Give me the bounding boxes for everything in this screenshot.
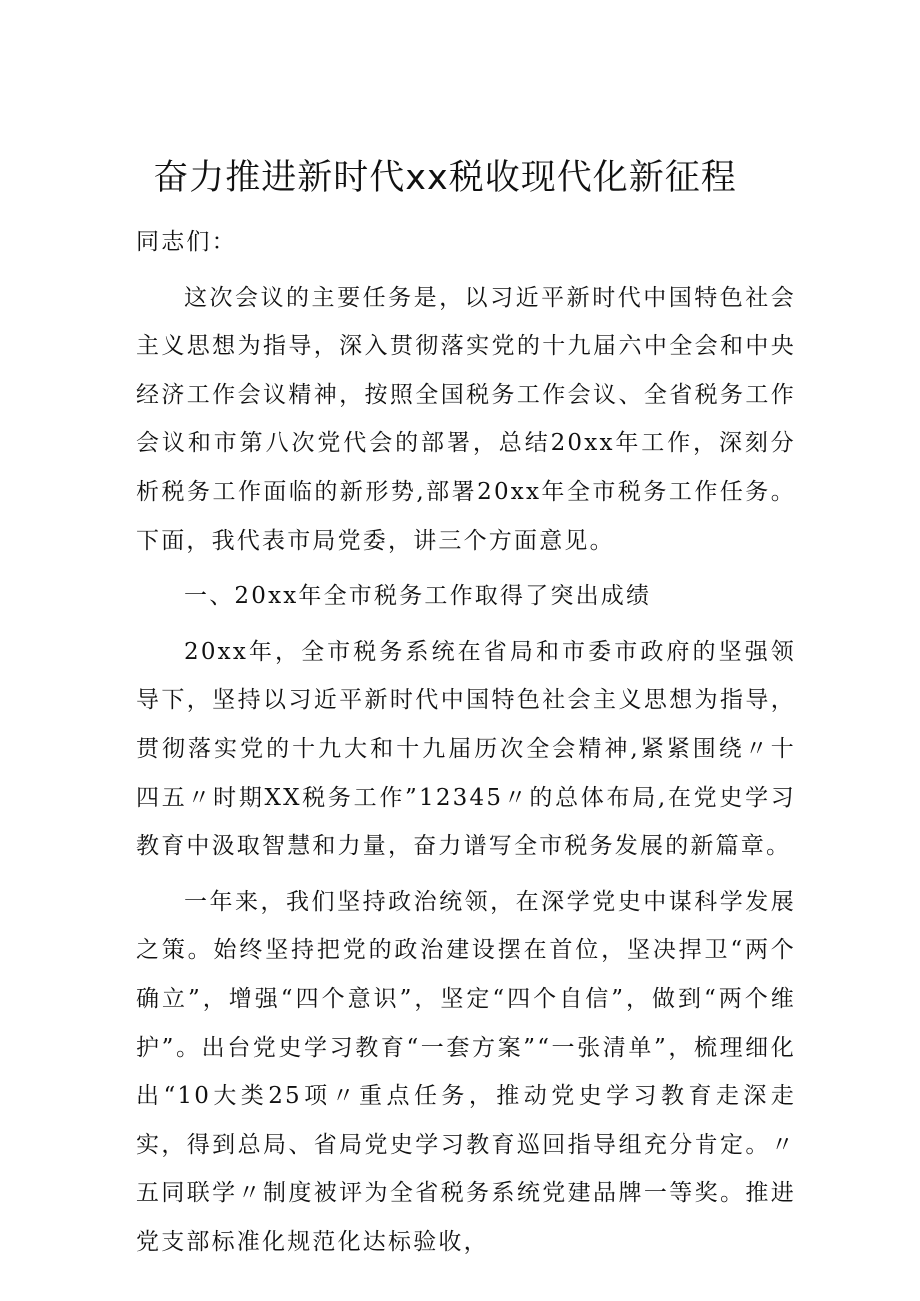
- paragraph-achievements: 20xx年，全市税务系统在省局和市委市政府的坚强领导下，坚持以习近平新时代中国特色社会主义思想为指导，贯彻落实党的十九大和十九届历次全会精神,紧紧围绕〃十四五〃时期XX税务工作”12345〃的总体布局,在党史学习教育中汲取智慧和力量，奋力谱写全市税务发展的新篇章。: [136, 638, 796, 860]
- document-title: [0, 148, 920, 208]
- document-title-text: 奋力推进新时代xx税收现代化新征程: [153, 158, 737, 198]
- paragraph-political-leadership: 一年来，我们坚持政治统领，在深学党史中谋科学发展之策。始终坚持把党的政治建设摆在首位，坚决捍卫“两个确立”，增强“四个意识”，坚定“四个自信”，做到“两个维护”。出台党史学习教育“一套方案”“一张清单”，梳理细化出“10大类25项〃重点任务，推动党史学习教育走深走实，得到总局、省局党史学习教育巡回指导组充分肯定。〃五同联学〃制度被评为全省税务系统党建品牌一等奖。推进党支部标准化规范化达标验收，: [136, 888, 796, 1255]
- section-heading-1: 一、20xx年全市税务工作取得了突出成绩: [184, 583, 652, 610]
- document-body: [136, 218, 796, 1266]
- paragraph-intro: 这次会议的主要任务是，以习近平新时代中国特色社会主义思想为指导，深入贯彻落实党的十九届六中全会和中央经济工作会议精神，按照全国税务工作会议、全省税务工作会议和市第八次党代会的部署，总结20xx年工作，深刻分析税务工作面临的新形势,部署20xx年全市税务工作任务。下面，我代表市局党委，讲三个方面意见。: [136, 284, 796, 554]
- salutation: 同志们：: [136, 229, 237, 255]
